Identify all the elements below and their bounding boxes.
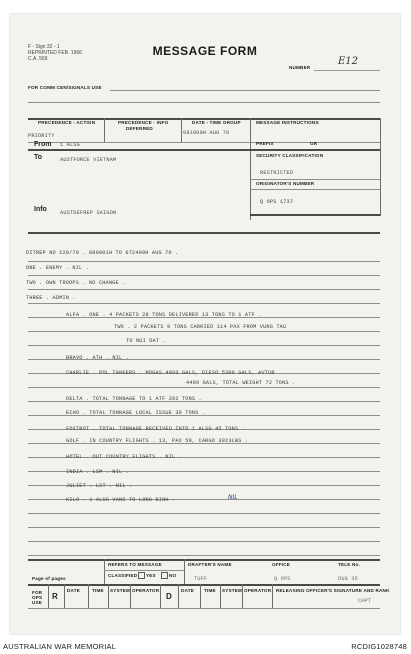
originator-label: ORIGINATOR'S NUMBER xyxy=(256,181,315,186)
info-label: Info xyxy=(34,206,47,213)
prefix-label: PREFIX xyxy=(256,141,274,146)
time-label-d: TIME xyxy=(204,588,216,593)
message-form-sheet xyxy=(10,14,400,634)
form-code-line: F - Sign 32 - 1 xyxy=(28,44,60,50)
message-line: TO NUI DAT . xyxy=(126,338,166,344)
message-line: HOTEL . OUT COUNTRY FLIGHTS . NIL . xyxy=(66,454,182,460)
row-rule xyxy=(28,142,380,143)
message-line: BRAVO . ATH . NIL . xyxy=(66,355,129,361)
precedence-action-label: PRECEDENCE - ACTION xyxy=(38,120,96,125)
message-line: JULIET . LST . NIL . xyxy=(66,483,133,489)
message-line: FOXTROT . TOTAL TONNAGE RECEIVED INTO 1 ALSG 45 TONS . xyxy=(66,426,245,432)
archive-item-id: RCDIG1028748 xyxy=(351,642,407,651)
from-rule xyxy=(28,149,380,151)
ops-divider xyxy=(178,584,179,608)
form-title: MESSAGE FORM xyxy=(152,44,258,58)
office-label: OFFICE xyxy=(272,562,291,567)
ops-divider xyxy=(272,584,273,608)
message-line: THREE . ADMIN . xyxy=(26,295,76,301)
security-rule xyxy=(250,179,380,180)
message-line: DITREP NO 220/70 . 080001H TO 072400H AUG 70 . xyxy=(26,250,179,256)
ruled-line xyxy=(28,303,380,304)
operator-label-r: OPERATOR xyxy=(132,588,160,593)
refers-rule xyxy=(104,570,184,571)
message-line: ALFA . ONE . 4 PACKETS 29 TONS DELIVERED 13 TONS TO 1 ATF . xyxy=(66,312,262,318)
for-comm-label: FOR COMM CEN/SIGNALS USE xyxy=(28,85,102,90)
from-value: 1 ALSG xyxy=(60,142,80,148)
time-label-r: TIME xyxy=(92,588,104,593)
footer-divider xyxy=(104,559,105,586)
ruled-line xyxy=(28,513,380,514)
ops-divider xyxy=(88,584,89,608)
number-label: NUMBER xyxy=(289,65,311,70)
ops-bottom-rule xyxy=(28,608,380,609)
message-line: KILO . 1 ALSG VANS TO LONG BINH . xyxy=(66,497,176,503)
drafter-label: DRAFTER'S NAME xyxy=(188,562,232,567)
to-value: AUSTFORCE VIETNAM xyxy=(60,157,117,163)
precedence-action-value: PRIORITY xyxy=(28,133,55,139)
ops-divider xyxy=(64,584,65,608)
dtg-label: DATE - TIME GROUP xyxy=(192,120,241,125)
message-instructions-label: MESSAGE INSTRUCTIONS xyxy=(256,120,319,125)
ruled-line xyxy=(28,345,380,346)
originator-value: Q OPS 1737 xyxy=(260,199,294,205)
classified-no-checkbox[interactable] xyxy=(161,572,168,579)
ruled-line xyxy=(28,555,380,556)
gr-label: GR xyxy=(310,141,318,146)
originator-rule xyxy=(250,189,380,190)
for-ops-use-label: FOR OPS USE xyxy=(32,590,43,605)
ruled-line xyxy=(28,261,380,262)
security-label: SECURITY CLASSIFICATION xyxy=(256,153,324,158)
no-label: NO xyxy=(169,573,177,578)
ops-divider xyxy=(48,584,49,608)
message-line: DELTA . TOTAL TONNAGE TO 1 ATF 202 TONS . xyxy=(66,396,202,402)
classified-label: CLASSIFIED xyxy=(108,573,138,578)
refers-label: REFERS TO MESSAGE xyxy=(108,562,162,567)
yes-label: YES xyxy=(146,573,156,578)
releasing-label: RELEASING OFFICER'S SIGNATURE AND RANK xyxy=(276,588,390,593)
r-label: R xyxy=(52,592,58,601)
ruled-line xyxy=(28,289,380,290)
message-line: TWO . 2 PACKETS 9 TONS CARRIED 114 PAX FROM VUNG TAU xyxy=(114,324,287,330)
drafter-value: TUFF xyxy=(194,576,208,582)
tele-label: TELE No. xyxy=(338,562,361,567)
ops-divider xyxy=(242,584,243,608)
date-label-d: DATE xyxy=(181,588,194,593)
page-label: Page of pages xyxy=(32,576,66,581)
col-divider xyxy=(181,118,182,142)
ruled-line xyxy=(28,331,380,332)
footer-top-rule xyxy=(28,559,380,561)
to-label: To xyxy=(34,154,43,161)
footer-divider xyxy=(184,559,185,586)
releasing-value: CAPT xyxy=(358,598,372,604)
info-bottom-rule xyxy=(28,232,380,234)
archive-caption: AUSTRALIAN WAR MEMORIAL xyxy=(3,642,117,651)
d-label: D xyxy=(166,592,172,601)
comm-line xyxy=(110,90,380,91)
ops-divider xyxy=(200,584,201,608)
system-label-d: SYSTEM xyxy=(222,588,243,593)
number-underline xyxy=(314,70,380,71)
message-line: GOLF . IN COUNTRY FLIGHTS . 13, PAX 59, CARGO 3923LBS . xyxy=(66,438,249,444)
deferred-label: DEFERRED xyxy=(126,126,153,131)
col-divider xyxy=(250,118,251,220)
dtg-value: 081000H AUG 70 xyxy=(183,130,230,136)
ruled-line xyxy=(28,527,380,528)
col-divider xyxy=(104,118,105,142)
office-value: Q OPS xyxy=(274,576,291,582)
message-line: 4400 GALS, TOTAL WEIGHT 72 TONS . xyxy=(186,380,296,386)
operator-label-d: OPERATOR xyxy=(244,588,272,593)
tele-value: DUG 35 xyxy=(338,576,358,582)
message-line: ONE . ENEMY . NIL . xyxy=(26,265,89,271)
right-border xyxy=(380,118,381,216)
comm-line xyxy=(28,102,380,103)
ops-divider xyxy=(130,584,131,608)
form-code-line: REPRINTED FEB. 1966 xyxy=(28,50,82,56)
classified-yes-checkbox[interactable] xyxy=(138,572,145,579)
ops-top-rule xyxy=(28,584,380,586)
ruled-line xyxy=(28,541,380,542)
date-label-r: DATE xyxy=(67,588,80,593)
originator-bottom-rule xyxy=(250,214,380,216)
message-line: ECHO . TOTAL TONNAGE LOCAL ISSUE 30 TONS . xyxy=(66,410,206,416)
info-value: AUSTDEFREP SAIGON xyxy=(60,210,117,216)
message-line: INDIA . LSM . NIL . xyxy=(66,469,129,475)
security-value: RESTRICTED xyxy=(260,170,294,176)
ops-divider xyxy=(108,584,109,608)
handwritten-note: NIL xyxy=(228,494,238,501)
form-code-line: C.A. 569 xyxy=(28,56,48,62)
ops-divider xyxy=(220,584,221,608)
precedence-info-label: PRECEDENCE - INFO xyxy=(118,120,169,125)
from-label: From xyxy=(34,141,52,148)
message-line: TWO . OWN TROOPS . NO CHANGE . xyxy=(26,280,126,286)
number-value: E12 xyxy=(338,56,359,67)
message-line: CHARLIE . POL TANKERS . MOGAS 4960 GALS, DIESO 5300 GALS, AVTUR xyxy=(66,370,275,376)
ruled-line xyxy=(28,275,380,276)
ops-divider xyxy=(160,584,161,608)
ruled-line xyxy=(28,387,380,388)
system-label-r: SYSTEM xyxy=(110,588,131,593)
